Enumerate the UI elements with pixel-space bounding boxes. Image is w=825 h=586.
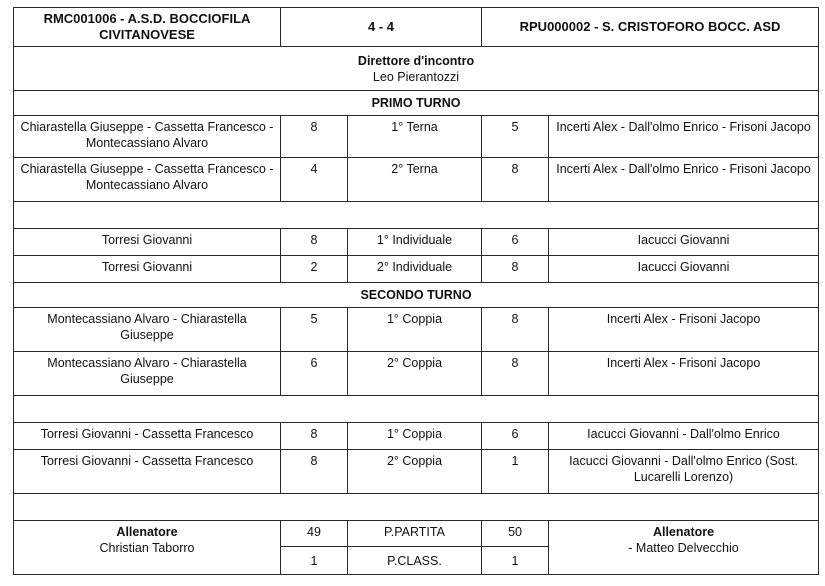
home-coach-name: Christian Taborro — [99, 541, 195, 555]
home-players: Montecassiano Alvaro - Chiarastella Giuseppe — [14, 308, 281, 352]
home-players: Montecassiano Alvaro - Chiarastella Giuseppe — [14, 352, 281, 396]
away-team: RPU000002 - S. CRISTOFORO BOCC. ASD — [482, 8, 819, 47]
match-report-table — [13, 7, 819, 575]
game-row — [14, 423, 819, 450]
away-score: 8 — [482, 352, 549, 396]
footer-row-partita — [14, 521, 819, 547]
spacer-row — [14, 396, 819, 423]
away-players: Incerti Alex - Frisoni Jacopo — [549, 352, 819, 396]
game-type: 2° Terna — [348, 158, 482, 202]
away-players: Incerti Alex - Frisoni Jacopo — [549, 308, 819, 352]
game-row — [14, 450, 819, 494]
home-players: Torresi Giovanni — [14, 256, 281, 283]
home-players: Chiarastella Giuseppe - Cassetta Francesco - Montecassiano Alvaro — [14, 116, 281, 158]
away-score: 8 — [482, 308, 549, 352]
away-score: 6 — [482, 229, 549, 256]
away-coach-name: - Matteo Delvecchio — [628, 541, 739, 555]
game-type: 2° Coppia — [348, 352, 482, 396]
spacer-row — [14, 494, 819, 521]
away-players: Incerti Alex - Dall'olmo Enrico - Frisoni Jacopo — [549, 116, 819, 158]
game-type: 1° Individuale — [348, 229, 482, 256]
match-score: 4 - 4 — [281, 8, 482, 47]
home-class-points: 1 — [281, 547, 348, 575]
game-row — [14, 256, 819, 283]
home-players: Chiarastella Giuseppe - Cassetta Francesco - Montecassiano Alvaro — [14, 158, 281, 202]
game-row — [14, 352, 819, 396]
home-coach-label: Allenatore — [116, 525, 178, 539]
away-players: Iacucci Giovanni - Dall'olmo Enrico (Sost. Lucarelli Lorenzo) — [549, 450, 819, 494]
away-players: Iacucci Giovanni — [549, 229, 819, 256]
away-partita-points: 50 — [482, 521, 549, 547]
home-score: 8 — [281, 450, 348, 494]
home-score: 8 — [281, 116, 348, 158]
director-name: Leo Pierantozzi — [372, 69, 460, 84]
away-players: Iacucci Giovanni — [549, 256, 819, 283]
home-players: Torresi Giovanni — [14, 229, 281, 256]
game-row — [14, 229, 819, 256]
game-type: 1° Terna — [348, 116, 482, 158]
home-score: 8 — [281, 229, 348, 256]
home-score: 5 — [281, 308, 348, 352]
away-coach — [549, 521, 819, 575]
away-score: 5 — [482, 116, 549, 158]
home-players: Torresi Giovanni - Cassetta Francesco — [14, 423, 281, 450]
turn-title: SECONDO TURNO — [14, 283, 819, 308]
away-score: 6 — [482, 423, 549, 450]
turn-title: PRIMO TURNO — [14, 91, 819, 116]
home-players: Torresi Giovanni - Cassetta Francesco — [14, 450, 281, 494]
game-row — [14, 158, 819, 202]
game-type: 1° Coppia — [348, 423, 482, 450]
class-label: P.CLASS. — [348, 547, 482, 575]
away-score: 1 — [482, 450, 549, 494]
home-partita-points: 49 — [281, 521, 348, 547]
game-type: 1° Coppia — [348, 308, 482, 352]
home-score: 2 — [281, 256, 348, 283]
spacer-row — [14, 202, 819, 229]
home-score: 6 — [281, 352, 348, 396]
header-row — [14, 8, 819, 47]
turn-title-row — [14, 91, 819, 116]
away-class-points: 1 — [482, 547, 549, 575]
away-score: 8 — [482, 158, 549, 202]
home-score: 4 — [281, 158, 348, 202]
away-players: Iacucci Giovanni - Dall'olmo Enrico — [549, 423, 819, 450]
director-row — [14, 47, 819, 91]
turn-title-row — [14, 283, 819, 308]
away-score: 8 — [482, 256, 549, 283]
home-team: RMC001006 - A.S.D. BOCCIOFILA CIVITANOVESE — [14, 8, 281, 47]
game-type: 2° Individuale — [348, 256, 482, 283]
game-type: 2° Coppia — [348, 450, 482, 494]
game-row — [14, 308, 819, 352]
partita-label: P.PARTITA — [348, 521, 482, 547]
away-coach-label: Allenatore — [652, 525, 715, 539]
away-players: Incerti Alex - Dall'olmo Enrico - Frisoni Jacopo — [549, 158, 819, 202]
home-score: 8 — [281, 423, 348, 450]
home-coach — [14, 521, 281, 575]
director-label: Direttore d'incontro — [357, 53, 475, 68]
game-row — [14, 116, 819, 158]
